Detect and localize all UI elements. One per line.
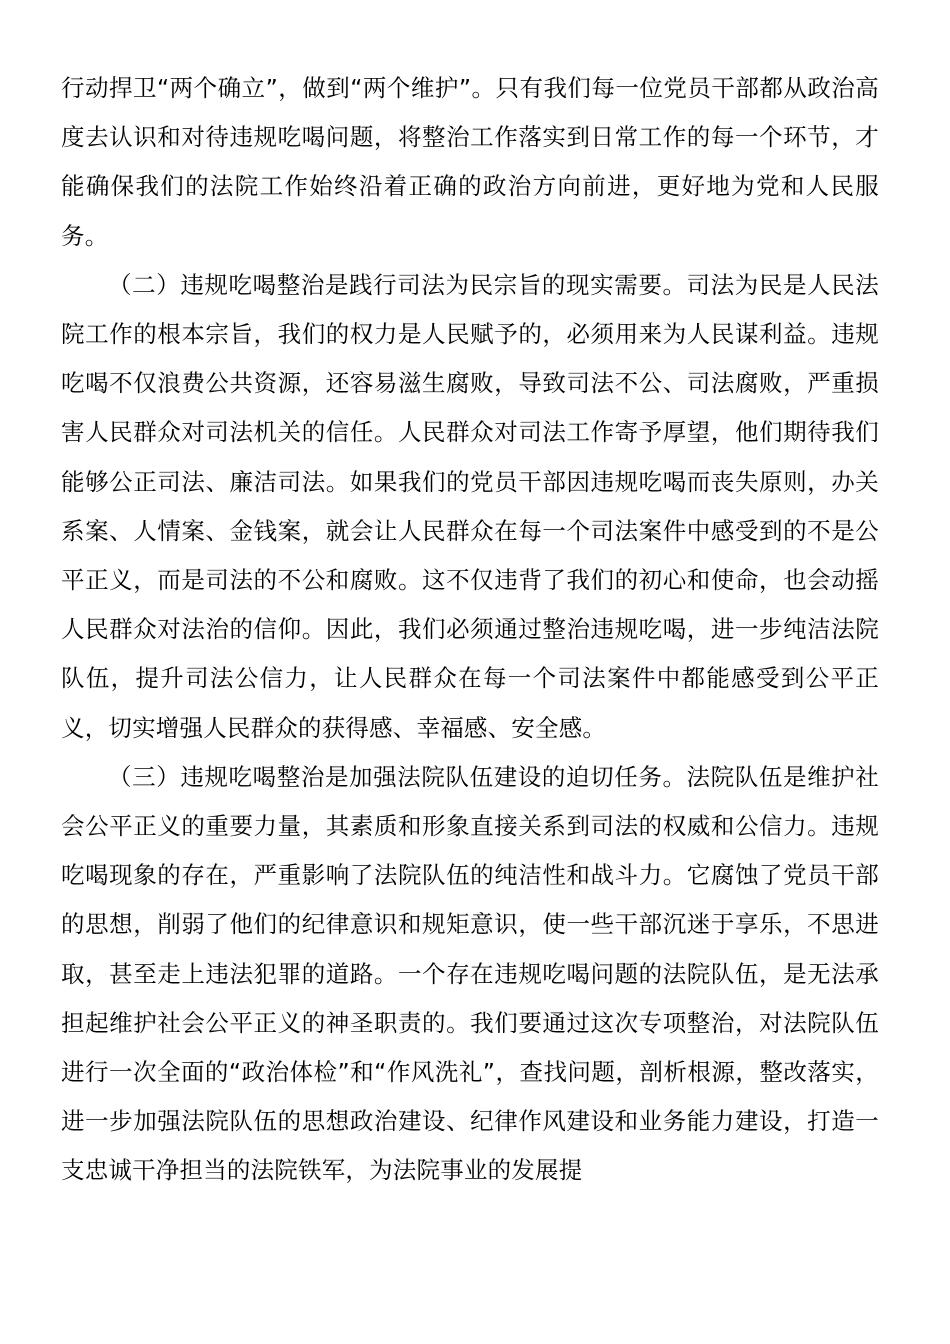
paragraph-section-3: （三）违规吃喝整治是加强法院队伍建设的迫切任务。法院队伍是维护社会公平正义的重要力量，其素质和形象直接关系到司法的权威和公信力。违规吃喝现象的存在，严重影响了法院队伍的纯洁性和战斗力。它腐蚀了党员干部的思想，削弱了他们的纪律意识和规矩意识，使一些干部沉迷于享乐，不思进取，甚至走上违法犯罪的道路。一个存在违规吃喝问题的法院队伍，是无法承担起维护社会公平正义的神圣职责的。我们要通过这次专项整治，对法院队伍进行一次全面的“政治体检”和“作风洗礼”，查找问题，剖析根源，整改落实，进一步加强法院队伍的思想政治建设、纪律作风建设和业务能力建设，打造一支忠诚干净担当的法院铁军，为法院事业的发展提 bbox=[61, 762, 879, 1185]
document-body bbox=[61, 64, 879, 1196]
paragraph-section-2: （二）违规吃喝整治是践行司法为民宗旨的现实需要。司法为民是人民法院工作的根本宗旨，我们的权力是人民赋予的，必须用来为人民谋利益。违规吃喝不仅浪费公共资源，还容易滋生腐败，导致司法不公、司法腐败，严重损害人民群众对司法机关的信任。人民群众对司法工作寄予厚望，他们期待我们能够公正司法、廉洁司法。如果我们的党员干部因违规吃喝而丧失原则，办关系案、人情案、金钱案，就会让人民群众在每一个司法案件中感受到的不是公平正义，而是司法的不公和腐败。这不仅违背了我们的初心和使命，也会动摇人民群众对法治的信仰。因此，我们必须通过整治违规吃喝，进一步纯洁法院队伍，提升司法公信力，让人民群众在每一个司法案件中都能感受到公平正义，切实增强人民群众的获得感、幸福感、安全感。 bbox=[61, 270, 879, 742]
paragraph-continuation: 行动捍卫“两个确立”，做到“两个维护”。只有我们每一位党员干部都从政治高度去认识和对待违规吃喝问题，将整治工作落实到日常工作的每一个环节，才能确保我们的法院工作始终沿着正确的政治方向前进，更好地为党和人民服务。 bbox=[61, 74, 879, 250]
